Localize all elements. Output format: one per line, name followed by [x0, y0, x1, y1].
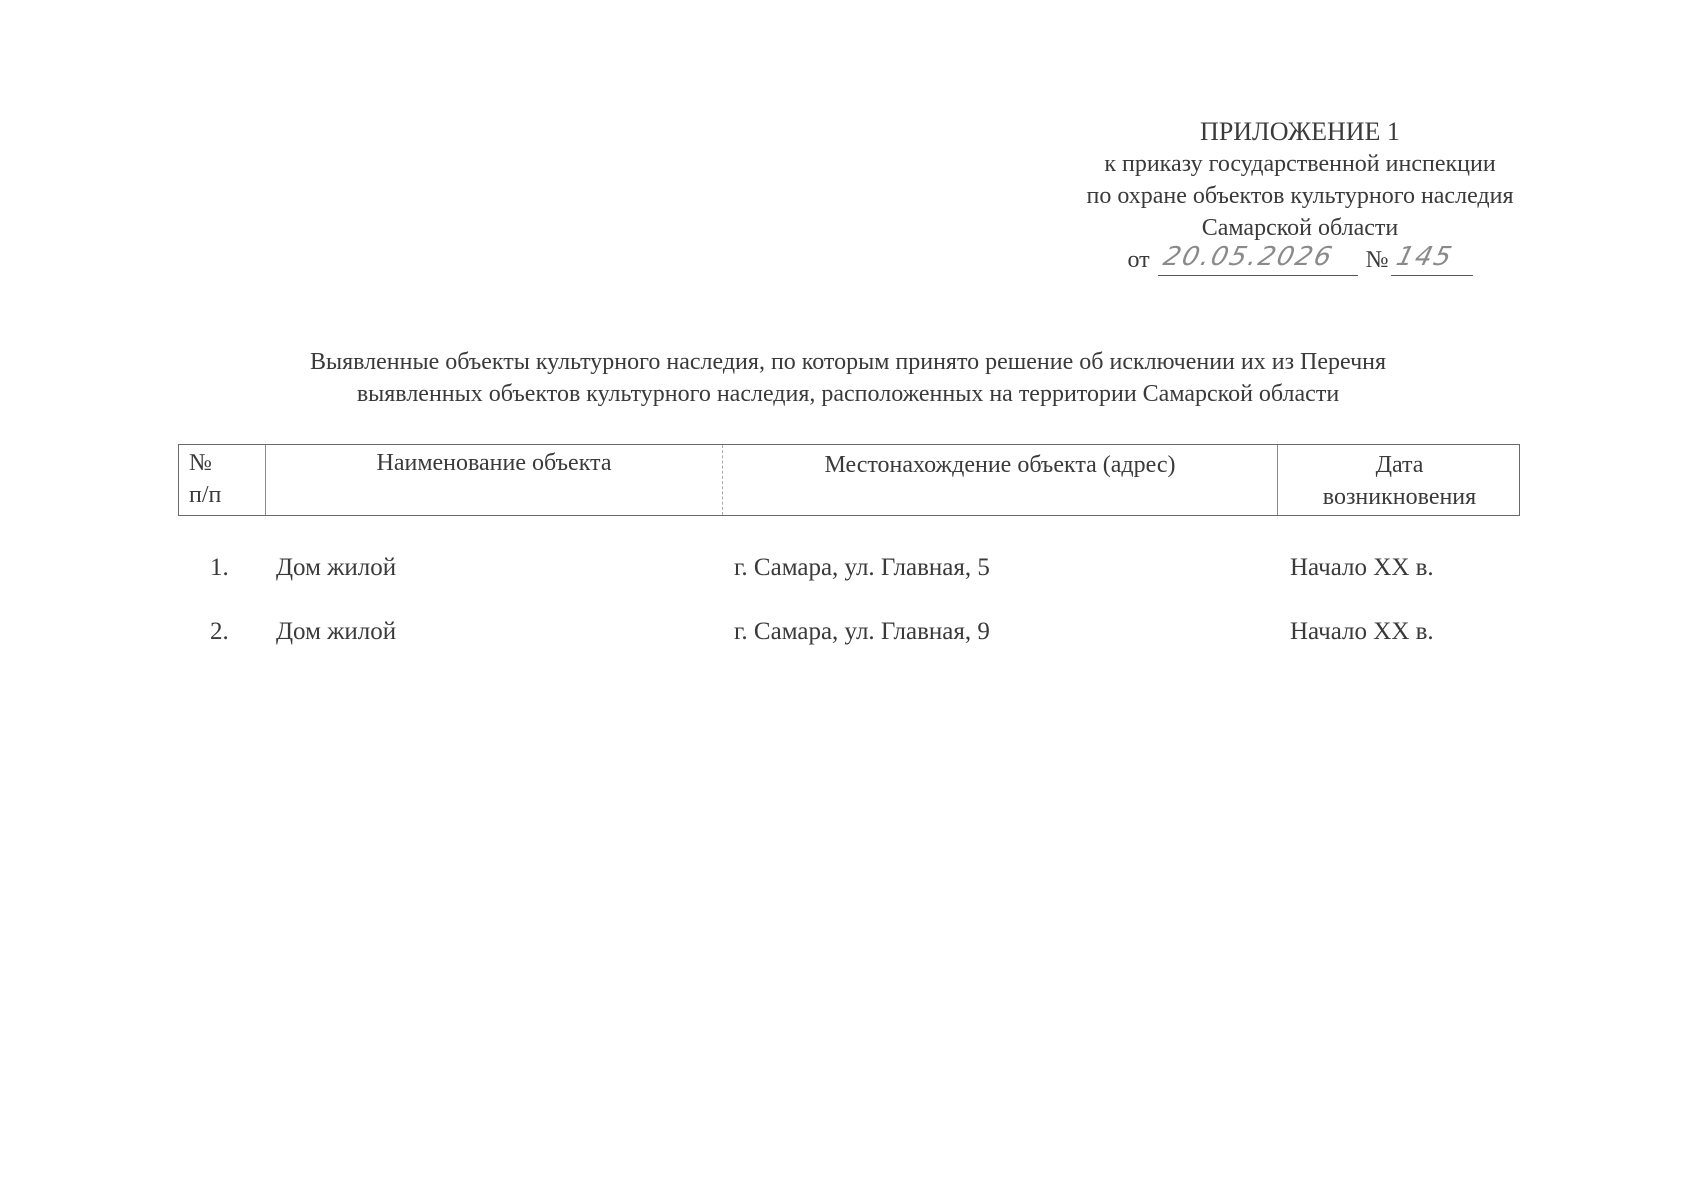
column-header-name-label: Наименование объекта — [376, 450, 612, 476]
handwritten-date: 20.05.2026 — [1159, 242, 1337, 272]
object-address: г. Самара, ул. Главная, 5 — [734, 554, 990, 581]
table-row — [178, 616, 1520, 656]
column-header-number — [179, 445, 266, 515]
table-header — [178, 444, 1520, 516]
object-address: г. Самара, ул. Главная, 9 — [734, 618, 990, 645]
appendix-header — [1020, 116, 1580, 276]
column-header-address-label: Местонахождение объекта (адрес) — [824, 452, 1176, 478]
column-header-date — [1278, 445, 1521, 515]
column-header-number-line-2: п/п — [189, 482, 222, 508]
appendix-line-1: к приказу государственной инспекции — [1104, 151, 1496, 177]
column-header-date-line-1: Дата — [1375, 452, 1424, 478]
from-label: от — [1127, 247, 1150, 273]
number-field — [1391, 242, 1473, 276]
appendix-line-2: по охране объектов культурного наследия — [1086, 183, 1514, 209]
object-name: Дом жилой — [276, 554, 397, 581]
row-number: 1. — [210, 554, 229, 581]
row-number: 2. — [210, 618, 229, 645]
column-header-address — [723, 445, 1278, 515]
appendix-title: ПРИЛОЖЕНИЕ 1 — [1200, 117, 1400, 146]
column-header-date-line-2: возникновения — [1322, 484, 1477, 510]
object-date: Начало XX в. — [1290, 554, 1434, 581]
heading-line-2: выявленных объектов культурного наследия, расположенных на территории Самарской области — [356, 381, 1340, 407]
appendix-line-3: Самарской области — [1201, 215, 1399, 241]
column-header-number-line-1: № — [189, 450, 212, 476]
object-name: Дом жилой — [276, 618, 397, 645]
table-row — [178, 552, 1520, 592]
heading-line-1: Выявленные объекты культурного наследия, по которым принято решение об исключении их из Перечня — [309, 349, 1387, 375]
document-heading — [160, 346, 1536, 410]
date-field — [1158, 242, 1358, 276]
order-reference — [1020, 244, 1580, 276]
handwritten-number: 145 — [1392, 242, 1456, 272]
column-header-name — [266, 445, 723, 515]
number-label: № — [1365, 247, 1389, 273]
object-date: Начало XX в. — [1290, 618, 1434, 645]
